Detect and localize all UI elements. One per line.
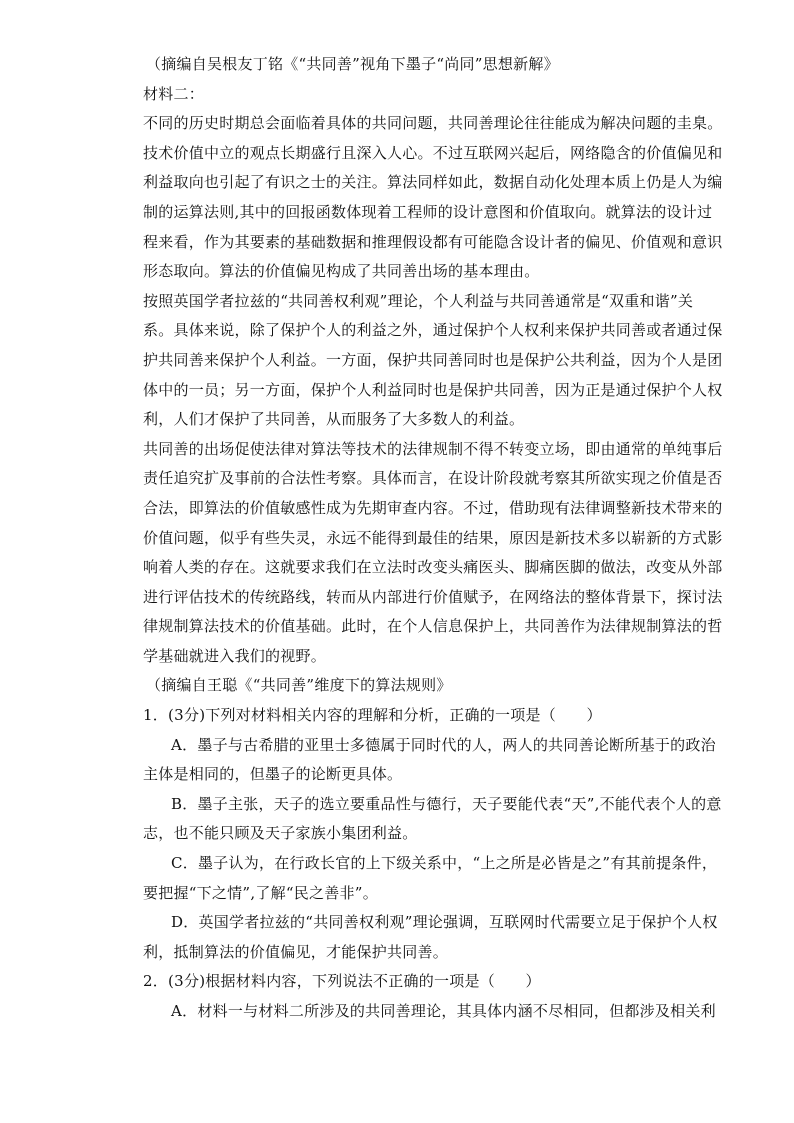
paragraph-line: 利益取向也引起了有识之士的关注。算法同样如此，数据自动化处理本质上仍是人为编	[143, 173, 723, 192]
paragraph-line: 利，人们才保护了共同善，从而服务了大多数人的利益。	[143, 410, 525, 429]
question-1-option-c-cont: 要把握“下之情”,了解“民之善非”。	[143, 883, 378, 902]
paragraph-line: 体中的一员；另一方面，保护个人利益同时也是保护共同善，因为正是通过保护个人权	[143, 380, 723, 399]
question-1-option-b: B．墨子主张，天子的选立要重品性与德行，天子要能代表“天”,不能代表个人的意	[171, 794, 722, 813]
paragraph-line: 进行评估技术的传统路线，转而从内部进行价值赋予，在网络法的整体背景下，探讨法	[143, 587, 723, 606]
question-1-option-a-cont: 主体是相同的，但墨子的论断更具体。	[143, 765, 403, 784]
question-2-stem: 2．(3分)根据材料内容，下列说法不正确的一项是（ ）	[143, 972, 541, 991]
paragraph-line: 律规制算法技术的价值基础。此时，在个人信息保护上，共同善作为法律规制算法的哲	[143, 617, 723, 636]
paragraph-line: 技术价值中立的观点长期盛行且深入人心。不过互联网兴起后，网络隐含的价值偏见和	[143, 143, 723, 162]
question-1-option-d-cont: 利，抵制算法的价值偏见，才能保护共同善。	[143, 942, 449, 961]
paragraph-line: 程来看，作为其要素的基础数据和推理假设都有可能隐含设计者的偏见、价值观和意识	[143, 232, 723, 251]
paragraph-line: 形态取向。算法的价值偏见构成了共同善出场的基本理由。	[143, 262, 540, 281]
question-2-option-a: A．材料一与材料二所涉及的共同善理论，其具体内涵不尽相同，但都涉及相关利	[171, 1002, 716, 1020]
paragraph-line: 响着人类的存在。这就要求我们在立法时改变头痛医头、脚痛医脚的做法，改变从外部	[143, 558, 723, 577]
paragraph-line: 学基础就进入我们的视野。	[143, 646, 327, 665]
question-1-option-d: D．英国学者拉兹的“共同善权利观”理论强调，互联网时代需要立足于保护个人权	[171, 913, 718, 932]
source-citation-2: （摘编自王聪《“共同善”维度下的算法规则》	[146, 676, 452, 695]
paragraph-line: 护共同善来保护个人利益。一方面，保护共同善同时也是保护公共利益，因为个人是团	[143, 350, 723, 369]
question-1-option-b-cont: 志，也不能只顾及天子家族小集团利益。	[143, 824, 418, 843]
paragraph-line: 共同善的出场促使法律对算法等技术的法律规制不得不转变立场，即由通常的单纯事后	[143, 439, 723, 458]
paragraph-line: 不同的历史时期总会面临着具体的共同问题，共同善理论往往能成为解决问题的圭臬。	[143, 114, 723, 133]
question-1-option-a: A．墨子与古希腊的亚里士多德属于同时代的人，两人的共同善论断所基于的政治	[171, 735, 716, 754]
question-1-option-c: C．墨子认为，在行政长官的上下级关系中，“上之所是必皆是之”有其前提条件，	[171, 854, 718, 873]
paragraph-line: 合法，即算法的价值敏感性成为先期审查内容。不过，借助现有法律调整新技术带来的	[143, 498, 723, 517]
question-1-stem: 1．(3分)下列对材料相关内容的理解和分析，正确的一项是（ ）	[143, 706, 602, 725]
paragraph-line: 按照英国学者拉兹的“共同善权利观”理论，个人利益与共同善通常是“双重和谐”关	[143, 291, 694, 310]
paragraph-line: 责任追究扩及事前的合法性考察。具体而言，在设计阶段就考察其所欲实现之价值是否	[143, 469, 723, 488]
source-citation-1: （摘编自吴根友丁铭《“共同善”视角下墨子“尚同”思想新解》	[146, 55, 559, 73]
paragraph-line: 系。具体来说，除了保护个人的利益之外，通过保护个人权利来保护共同善或者通过保	[143, 321, 723, 340]
material-two-heading: 材料二：	[143, 84, 205, 103]
paragraph-line: 制的运算法则,其中的回报函数体现着工程师的设计意图和价值取向。就算法的设计过	[143, 202, 713, 221]
paragraph-line: 价值问题，似乎有些失灵，永远不能得到最佳的结果，原因是新技术多以崭新的方式影	[143, 528, 723, 547]
